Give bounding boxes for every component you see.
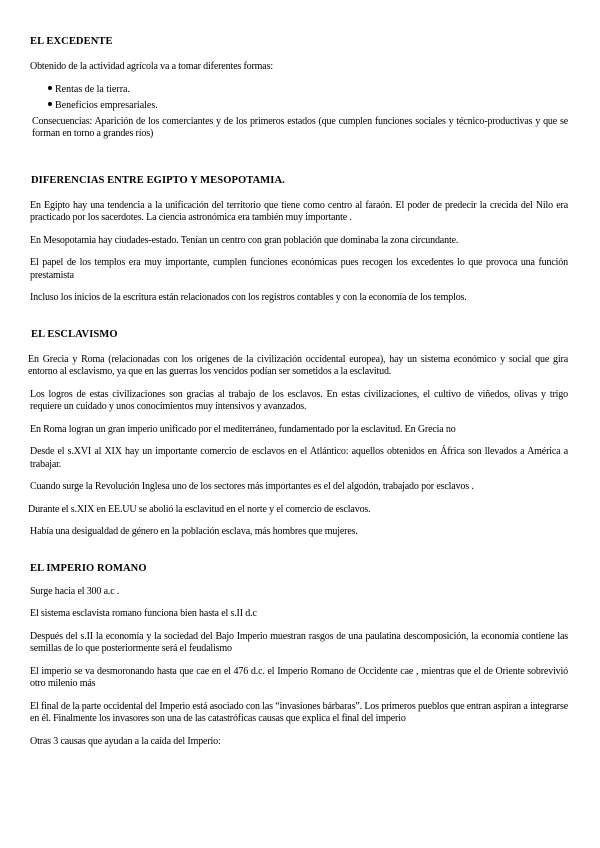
esclavismo-paragraph-2: Los logros de estas civilizaciones son gracias al trabajo de los esclavos. En estas civilizaciones, el cultivo de viñedos, olivas y trigo requiere un cuidado y unos conocimientos muy intensivos y avanzados. [30, 388, 568, 412]
imperio-paragraph-4: El imperio se va desmoronando hasta que cae en el 476 d.c. el Imperio Romano de Occidente cae , mientras que el de Oriente sobrevivió otro milenio más [30, 665, 568, 689]
esclavismo-paragraph-1: En Grecia y Roma (relacionadas con los orígenes de la civilización occidental europea), hay un sistema económico y social que gira entorno al esclavismo, ya que en las guerras los vencidos podían ser sometidos a la esclavitud. [28, 353, 568, 377]
imperio-paragraph-5: El final de la parte occidental del Imperio está asociado con las “invasiones bárbaras”. Los primeros pueblos que entran aspiran a integrarse en él. Finalmente los invasores son una de las catastróficas causas que explica el final del imperio [30, 700, 568, 724]
imperio-paragraph-3: Después del s.II la economía y la sociedad del Bajo Imperio muestran rasgos de una paulatina descomposición, la economía contiene las semillas de lo que posteriormente será el feudalismo [30, 630, 568, 654]
mesopotamia-paragraph: En Mesopotamia hay ciudades-estado. Tenían un centro con gran población que dominaba la zona circundante. [30, 234, 459, 246]
heading-imperio-romano: EL IMPERIO ROMANO [30, 562, 147, 574]
excedente-bullet-list [28, 84, 568, 112]
templos-paragraph: El papel de los templos era muy importante, cumplen funciones económicas pues recogen los excedentes lo que provoca una función prestamista [30, 257, 568, 281]
excedente-consecuencias: Consecuencias: Aparición de los comerciantes y de los primeros estados (que cumplen funciones sociales y técnico-productivas y que se forman en torno a grandes ríos) [32, 115, 568, 139]
escritura-paragraph: Incluso los inicios de la escritura están relacionados con los registros contables y con la economía de los templos. [30, 292, 467, 303]
imperio-paragraph-1: Surge hacia el 300 a.c . [30, 585, 120, 597]
egipto-paragraph: En Egipto hay una tendencia a la unificación del territorio que tiene como centro al faraón. El poder de predecir la crecida del Nilo era practicado por los sacerdotes. La ciencia astronómica era también muy importante . [30, 199, 568, 223]
esclavismo-paragraph-7: Había una desigualdad de género en la población esclava, más hombres que mujeres. [30, 526, 358, 537]
imperio-paragraph-6: Otras 3 causas que ayudan a la caída del Imperio: [30, 735, 221, 747]
esclavismo-paragraph-5: Cuando surge la Revolución Inglesa uno de los sectores más importantes es el del algodón, trabajado por esclavos . [30, 481, 474, 492]
esclavismo-paragraph-6: Durante el s.XIX en EE.UU se abolió la esclavitud en el norte y el comercio de esclavos. [28, 503, 371, 515]
bullet-icon [48, 86, 52, 90]
heading-egipto-mesopotamia: DIFERENCIAS ENTRE EGIPTO Y MESOPOTAMIA. [31, 174, 285, 186]
imperio-paragraph-2: El sistema esclavista romano funciona bien hasta el s.II d.c [30, 608, 257, 619]
bullet-icon [48, 102, 52, 106]
heading-esclavismo: EL ESCLAVISMO [31, 328, 118, 340]
esclavismo-paragraph-4: Desde el s.XVI al XIX hay un importante comercio de esclavos en el Atlántico: aquellos obtenidos en África son llevados a América a trabajar. [30, 446, 568, 470]
list-item: Rentas de la tierra. [48, 84, 568, 96]
excedente-intro: Obtenido de la actividad agrícola va a tomar diferentes formas: [30, 61, 273, 72]
document-page [28, 36, 568, 748]
esclavismo-paragraph-3: En Roma logran un gran imperio unificado por el mediterráneo, fundamentado por la esclavitud. En Grecia no [30, 423, 456, 435]
list-item: Beneficios empresariales. [48, 100, 568, 112]
heading-excedente: EL EXCEDENTE [30, 36, 113, 47]
